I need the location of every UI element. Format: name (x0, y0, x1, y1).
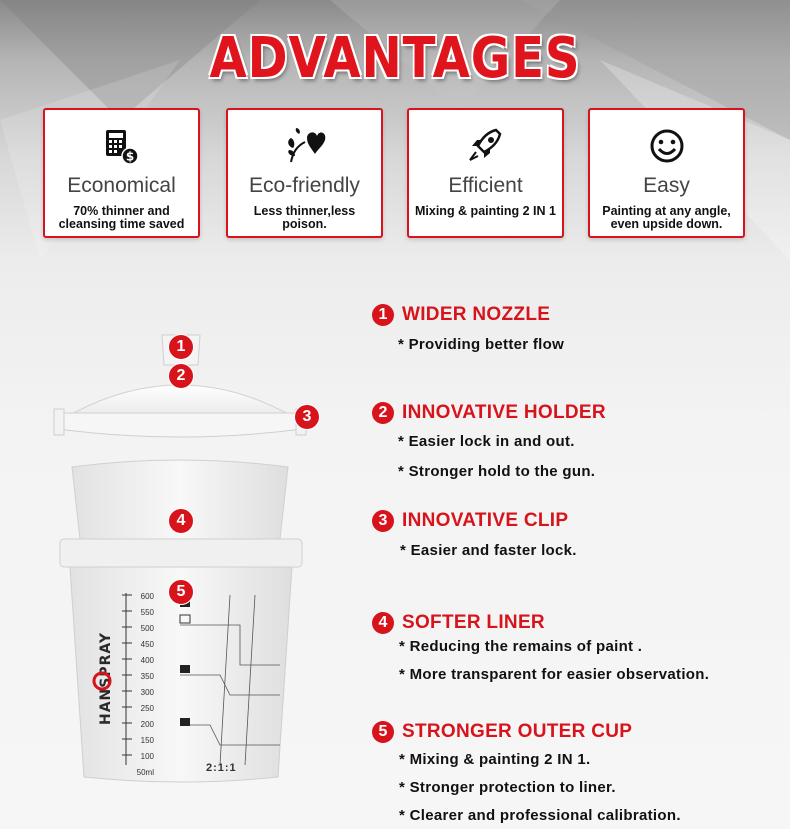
svg-text:$: $ (125, 149, 134, 164)
card-easy (588, 108, 745, 238)
feature-number: 1 (372, 304, 394, 326)
feature-innovative-clip (372, 510, 577, 559)
feature-bullet: * Easier lock in and out. (398, 433, 575, 450)
callout-5: 5 (168, 579, 194, 605)
mix-ratio: 2:1:1 (206, 762, 237, 774)
feature-number: 4 (372, 612, 394, 634)
card-title: Efficient (448, 174, 523, 197)
feature-innovative-holder (372, 402, 606, 480)
feature-title: WIDER NOZZLE (402, 304, 551, 325)
card-title: Eco-friendly (249, 174, 360, 197)
feature-title: SOFTER LINER (402, 612, 545, 633)
calculator-money-icon (45, 126, 198, 166)
cup-scale: 600 550 500 450 400 350 300 250 200 150 100 50ml (136, 592, 154, 777)
page-title: ADVANTAGES (209, 26, 581, 91)
feature-title: INNOVATIVE HOLDER (402, 402, 606, 423)
feature-bullet: * Reducing the remains of paint . (399, 638, 643, 655)
callout-3: 3 (294, 404, 320, 430)
feature-title: STRONGER OUTER CUP (402, 721, 633, 742)
feature-stronger-outer-cup (372, 721, 681, 824)
leaf-heart-icon (228, 126, 381, 166)
card-efficient (407, 108, 564, 238)
brand-logo: HANSPRAY (98, 631, 114, 725)
callout-4: 4 (168, 508, 194, 534)
feature-wider-nozzle (372, 304, 565, 353)
callout-2: 2 (168, 363, 194, 389)
card-description: Mixing & painting 2 IN 1 (415, 204, 556, 218)
card-description: Painting at any angle, even upside down. (602, 204, 731, 231)
feature-number: 3 (372, 510, 394, 532)
callout-1: 1 (168, 334, 194, 360)
feature-bullet: * Stronger hold to the gun. (398, 463, 596, 480)
feature-bullet: * More transparent for easier observation. (399, 666, 710, 683)
feature-bullet: * Providing better flow (398, 336, 565, 353)
smiley-icon (590, 126, 743, 166)
feature-number: 5 (372, 721, 394, 743)
feature-bullet: * Stronger protection to liner. (399, 779, 616, 796)
feature-bullet: * Easier and faster lock. (400, 542, 577, 559)
card-description: Less thinner,less poison. (253, 204, 356, 231)
card-title: Easy (643, 174, 690, 197)
product-cup-illustration (40, 325, 320, 795)
feature-bullet: * Mixing & painting 2 IN 1. (399, 751, 591, 768)
card-title: Economical (67, 174, 176, 197)
card-economical (43, 108, 200, 238)
rocket-icon (409, 126, 562, 166)
feature-bullet: * Clearer and professional calibration. (399, 807, 681, 824)
card-description: 70% thinner and cleansing time saved (58, 204, 185, 231)
feature-softer-liner (372, 612, 710, 683)
feature-title: INNOVATIVE CLIP (402, 510, 569, 531)
feature-number: 2 (372, 402, 394, 424)
card-eco-friendly (226, 108, 383, 238)
